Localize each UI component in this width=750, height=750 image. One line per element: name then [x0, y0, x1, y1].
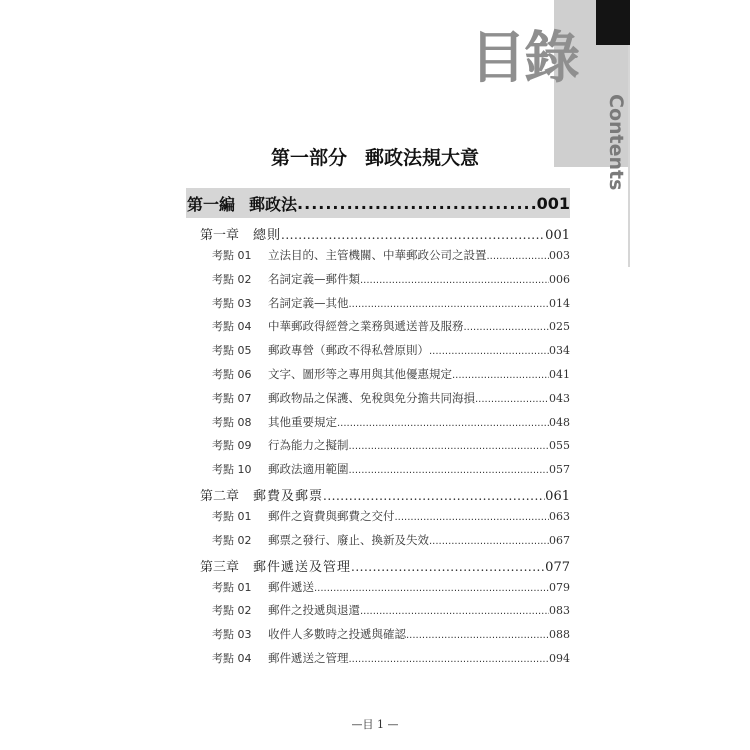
point-title: 文字、圖形等之專用與其他優惠規定: [268, 366, 452, 381]
point-code: 考點 03: [212, 296, 252, 310]
chapter-number: 第三章: [200, 559, 240, 575]
exam-point-entry[interactable]: [186, 650, 570, 674]
point-title: 郵政物品之保護、免稅與免分擔共同海損: [268, 390, 475, 405]
chapter-list: [186, 224, 570, 674]
dot-leader: [349, 462, 550, 476]
dot-leader: [323, 489, 545, 504]
point-page: 063: [549, 509, 570, 523]
point-page: 014: [549, 296, 570, 310]
exam-point-entry[interactable]: [186, 508, 570, 532]
table-of-contents: [186, 188, 570, 674]
part-number: 第一部分: [270, 147, 347, 169]
point-code: 考點 02: [212, 604, 252, 618]
dot-leader: [452, 367, 549, 381]
volume-page: 001: [536, 193, 570, 213]
point-title: 郵件之投遞與退還: [268, 603, 360, 618]
exam-point-entry[interactable]: [186, 390, 570, 414]
exam-point-entry[interactable]: [186, 342, 570, 366]
dot-leader: [360, 603, 549, 617]
dot-leader: [429, 343, 549, 357]
exam-point-entry[interactable]: [186, 437, 570, 461]
exam-point-entry[interactable]: [186, 247, 570, 271]
dot-leader: [281, 228, 545, 243]
part-name: 郵政法規大意: [365, 147, 480, 169]
point-code: 考點 02: [212, 533, 252, 547]
point-page: 079: [549, 580, 570, 594]
point-page: 067: [549, 533, 570, 547]
dot-leader: [360, 272, 549, 286]
point-title: 郵件遞送之管理: [268, 650, 349, 665]
point-title: 郵件之資費與郵費之交付: [268, 508, 395, 523]
chapter-name: 郵件遞送及管理: [253, 559, 352, 575]
point-code: 考點 05: [212, 344, 252, 358]
dot-leader: [297, 194, 537, 213]
exam-point-entry[interactable]: [186, 461, 570, 485]
toc-heading: 目錄: [470, 26, 578, 91]
exam-point-entry[interactable]: [186, 532, 570, 556]
point-page: 006: [549, 272, 570, 286]
point-code: 考點 01: [212, 249, 252, 262]
dot-leader: [349, 438, 550, 452]
page-footer: —目 1 —: [351, 718, 399, 731]
point-title: 郵政法適用範圍: [268, 462, 349, 477]
dot-leader: [314, 580, 549, 594]
point-page: 088: [549, 628, 570, 642]
point-code: 考點 07: [212, 391, 252, 405]
exam-point-entry[interactable]: [186, 626, 570, 650]
point-title: 中華郵政得經營之業務與遞送普及服務: [268, 319, 464, 334]
point-code: 考點 01: [212, 509, 252, 523]
dot-leader: [406, 627, 549, 641]
chapter-page: 061: [545, 488, 570, 504]
volume-entry[interactable]: [186, 188, 570, 218]
exam-point-entry[interactable]: [186, 602, 570, 626]
chapter-entry[interactable]: [186, 485, 570, 508]
exam-point-entry[interactable]: [186, 318, 570, 342]
exam-point-entry[interactable]: [186, 271, 570, 295]
point-page: 057: [549, 463, 570, 477]
dot-leader: [351, 560, 545, 575]
point-title: 名詞定義—其他: [268, 295, 349, 310]
point-code: 考點 01: [212, 580, 252, 594]
chapter-name: 總則: [253, 228, 282, 243]
point-page: 003: [549, 249, 570, 262]
exam-point-entry[interactable]: [186, 579, 570, 603]
point-page: 043: [549, 391, 570, 405]
point-page: 025: [549, 320, 570, 334]
dot-leader: [487, 248, 550, 262]
exam-point-entry[interactable]: [186, 295, 570, 319]
point-title: 郵政專營（郵政不得私營原則）: [268, 343, 429, 358]
point-page: 034: [549, 344, 570, 358]
point-title: 行為能力之擬制: [268, 438, 349, 453]
chapter-number: 第一章: [200, 228, 240, 243]
point-page: 094: [549, 651, 570, 665]
point-code: 考點 08: [212, 415, 252, 429]
point-title: 郵件遞送: [268, 579, 314, 594]
point-code: 考點 04: [212, 320, 252, 334]
point-code: 考點 06: [212, 367, 252, 381]
dot-leader: [395, 509, 550, 523]
point-code: 考點 03: [212, 628, 252, 642]
chapter-name: 郵費及郵票: [253, 488, 324, 504]
part-title: [0, 143, 750, 170]
point-title: 其他重要規定: [268, 414, 337, 429]
dot-leader: [337, 415, 549, 429]
contents-vertical-label: Contents: [605, 94, 627, 191]
chapter-entry[interactable]: [186, 224, 570, 247]
dot-leader: [429, 533, 549, 547]
dot-leader: [464, 319, 550, 333]
exam-point-entry[interactable]: [186, 366, 570, 390]
point-page: 048: [549, 415, 570, 429]
point-code: 考點 02: [212, 272, 252, 286]
chapter-page: 077: [545, 559, 570, 575]
chapter-entry[interactable]: [186, 556, 570, 579]
dot-leader: [475, 391, 549, 405]
point-title: 名詞定義—郵件類: [268, 271, 360, 286]
point-code: 考點 09: [212, 439, 252, 453]
exam-point-entry[interactable]: [186, 414, 570, 438]
volume-name: 郵政法: [249, 194, 298, 214]
point-title: 收件人多數時之投遞與確認: [268, 627, 406, 642]
point-page: 055: [549, 439, 570, 453]
point-title: 郵票之發行、廢止、換新及失效: [268, 532, 429, 547]
point-code: 考點 04: [212, 651, 252, 665]
dot-leader: [349, 296, 550, 310]
chapter-page: 001: [545, 228, 570, 243]
dot-leader: [349, 651, 550, 665]
point-code: 考點 10: [212, 463, 252, 477]
point-page: 083: [549, 604, 570, 618]
point-title: 立法目的、主管機關、中華郵政公司之設置: [268, 248, 487, 262]
chapter-number: 第二章: [200, 488, 240, 504]
point-page: 041: [549, 367, 570, 381]
volume-number: 第一編: [187, 194, 236, 214]
